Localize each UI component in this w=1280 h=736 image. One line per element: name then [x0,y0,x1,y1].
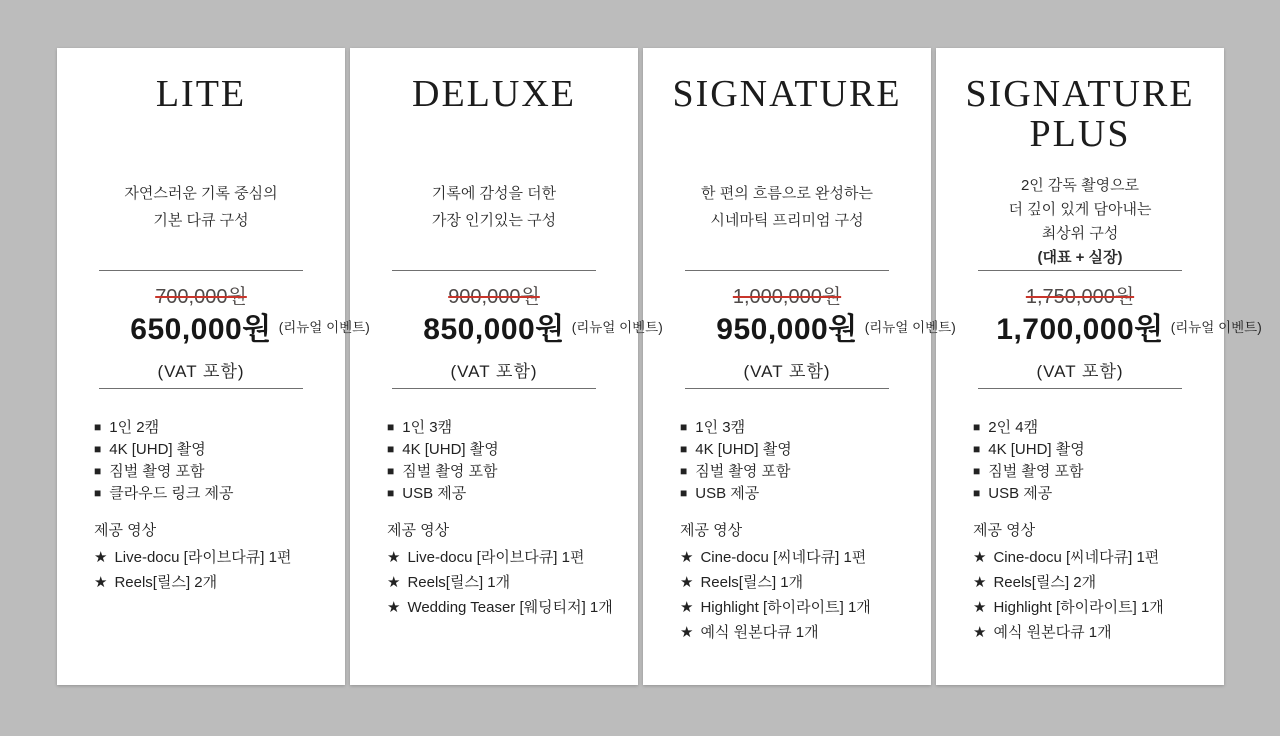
star-bullet-icon: ★ [973,549,987,566]
current-price: 950,000원 [716,313,858,346]
feature-text: 4K [UHD] 촬영 [402,441,499,458]
pricing-card-deluxe [350,48,663,685]
vat-note: (VAT 포함) [157,362,245,381]
feature-text: 4K [UHD] 촬영 [695,441,792,458]
square-bullet-icon: ■ [680,442,688,456]
star-bullet-icon: ★ [680,599,694,616]
plan-title [57,48,345,114]
plan-description-line: 2인 감독 촬영으로 [1020,177,1140,194]
plan-description-line: 한 편의 흐름으로 완성하는 [701,185,873,202]
plan-title-line: PLUS [1029,113,1131,155]
square-bullet-icon: ■ [973,464,981,478]
square-bullet-icon: ■ [387,464,395,478]
video-text: Reels[릴스] 1개 [407,574,511,591]
video-item [973,545,1218,570]
current-price-line [350,311,663,354]
video-item [680,570,925,595]
video-item [94,545,339,570]
price-block [643,283,956,386]
divider [978,388,1182,389]
video-text: Live-docu [라이브다큐] 1편 [407,549,585,566]
star-bullet-icon: ★ [680,624,694,641]
plan-description [936,174,1224,270]
plan-description-bold-line: (대표 + 실장) [1037,249,1123,266]
plan-title-line: LITE [155,73,247,115]
feature-item [973,417,1214,439]
vat-note: (VAT 포함) [743,362,831,381]
price-block [57,283,370,386]
square-bullet-icon: ■ [387,486,395,500]
event-note: (리뉴얼 이벤트) [1170,320,1262,335]
feature-item [680,439,921,461]
video-item [973,620,1218,645]
plan-description-line: 시네마틱 프리미엄 구성 [710,212,864,229]
feature-item [973,461,1214,483]
square-bullet-icon: ■ [387,442,395,456]
plan-description-line: 자연스러운 기록 중심의 [124,185,278,202]
square-bullet-icon: ■ [94,420,102,434]
feature-text: 4K [UHD] 촬영 [988,441,1085,458]
video-text: Wedding Teaser [웨딩티저] 1개 [407,599,613,616]
videos-label: 제공 영상 [973,522,1036,539]
divider [685,270,889,271]
price-block [350,283,663,386]
price-block [936,283,1262,386]
video-text: Cine-docu [씨네다큐] 1편 [993,549,1160,566]
plan-description [57,180,345,234]
square-bullet-icon: ■ [680,420,688,434]
event-note: (리뉴얼 이벤트) [864,320,956,335]
square-bullet-icon: ■ [387,420,395,434]
current-price-wrap [423,311,663,354]
feature-text: 짐벌 촬영 포함 [402,463,498,480]
current-price-wrap [130,311,370,354]
feature-item [387,483,628,505]
video-text: Live-docu [라이브다큐] 1편 [114,549,292,566]
plan-description [643,180,931,234]
video-text: 예식 원본다큐 1개 [700,624,819,641]
video-item [387,570,632,595]
plan-title [643,48,931,114]
divider [685,388,889,389]
star-bullet-icon: ★ [94,549,108,566]
video-item [973,595,1218,620]
square-bullet-icon: ■ [94,464,102,478]
current-price-line [57,311,370,354]
plan-description-line: 가장 인기있는 구성 [431,212,557,229]
feature-item [680,483,921,505]
current-price: 1,700,000원 [996,313,1164,346]
video-list [643,545,931,645]
feature-item [94,483,335,505]
video-text: Cine-docu [씨네다큐] 1편 [700,549,867,566]
feature-text: 짐벌 촬영 포함 [988,463,1084,480]
star-bullet-icon: ★ [680,549,694,566]
video-item [387,595,632,620]
divider [99,388,303,389]
pricing-card-signature [643,48,956,685]
feature-list [57,417,345,505]
plan-description [350,180,638,234]
plan-description-line: 최상위 구성 [1041,225,1119,242]
feature-item [680,417,921,439]
feature-item [387,417,628,439]
star-bullet-icon: ★ [387,549,401,566]
video-list [350,545,638,620]
current-price-wrap [716,311,956,354]
divider [392,388,596,389]
plan-title [350,48,638,114]
plan-title [936,48,1224,154]
vat-note: (VAT 포함) [1036,362,1124,381]
star-bullet-icon: ★ [94,574,108,591]
feature-item [973,483,1214,505]
videos-label: 제공 영상 [387,522,450,539]
video-text: 예식 원본다큐 1개 [993,624,1112,641]
video-text: Reels[릴스] 2개 [993,574,1097,591]
plan-description-line: 더 깊이 있게 담아내는 [1008,201,1152,218]
feature-text: 2인 4캠 [988,419,1039,436]
video-item [680,595,925,620]
square-bullet-icon: ■ [94,442,102,456]
event-note: (리뉴얼 이벤트) [278,320,370,335]
video-text: Highlight [하이라이트] 1개 [700,599,871,616]
current-price-line [936,311,1262,354]
videos-label: 제공 영상 [680,522,743,539]
plan-description-line: 기록에 감성을 더한 [431,185,557,202]
feature-item [94,461,335,483]
current-price-wrap [996,311,1262,354]
feature-text: 짐벌 촬영 포함 [109,463,205,480]
feature-text: 1인 3캠 [695,419,746,436]
current-price-line [643,311,956,354]
feature-text: USB 제공 [402,485,467,502]
current-price: 850,000원 [423,313,565,346]
star-bullet-icon: ★ [973,624,987,641]
feature-list [643,417,931,505]
plan-title-line: DELUXE [412,73,576,115]
square-bullet-icon: ■ [973,420,981,434]
feature-text: 4K [UHD] 촬영 [109,441,206,458]
event-note: (리뉴얼 이벤트) [571,320,663,335]
plan-title-line: SIGNATURE [672,73,902,115]
feature-item [387,439,628,461]
video-item [680,545,925,570]
video-item [387,545,632,570]
square-bullet-icon: ■ [680,486,688,500]
video-list [936,545,1224,645]
video-item [973,570,1218,595]
video-list [57,545,345,595]
feature-list [936,417,1224,505]
divider [978,270,1182,271]
original-price-struck: 700,000원 [155,286,247,308]
video-text: Reels[릴스] 2개 [114,574,218,591]
feature-text: 1인 2캠 [109,419,160,436]
square-bullet-icon: ■ [973,442,981,456]
video-text: Reels[릴스] 1개 [700,574,804,591]
feature-item [973,439,1214,461]
feature-text: 1인 3캠 [402,419,453,436]
feature-item [680,461,921,483]
videos-label: 제공 영상 [94,522,157,539]
video-item [680,620,925,645]
pricing-cards-row [57,48,1262,685]
feature-list [350,417,638,505]
video-text: Highlight [하이라이트] 1개 [993,599,1164,616]
current-price: 650,000원 [130,313,272,346]
feature-item [94,439,335,461]
divider [392,270,596,271]
video-item [94,570,339,595]
square-bullet-icon: ■ [680,464,688,478]
pricing-card-signature-plus [936,48,1262,685]
plan-description-line: 기본 다큐 구성 [153,212,249,229]
feature-text: 클라우드 링크 제공 [109,485,234,502]
vat-note: (VAT 포함) [450,362,538,381]
pricing-card-lite [57,48,370,685]
feature-item [387,461,628,483]
feature-text: 짐벌 촬영 포함 [695,463,791,480]
original-price-struck: 1,750,000원 [1025,286,1135,308]
plan-title-line: SIGNATURE [965,73,1195,115]
feature-text: USB 제공 [988,485,1053,502]
star-bullet-icon: ★ [680,574,694,591]
original-price-struck: 900,000원 [448,286,540,308]
square-bullet-icon: ■ [94,486,102,500]
star-bullet-icon: ★ [387,574,401,591]
original-price-struck: 1,000,000원 [732,286,842,308]
divider [99,270,303,271]
star-bullet-icon: ★ [973,599,987,616]
feature-text: USB 제공 [695,485,760,502]
star-bullet-icon: ★ [387,599,401,616]
feature-item [94,417,335,439]
square-bullet-icon: ■ [973,486,981,500]
star-bullet-icon: ★ [973,574,987,591]
